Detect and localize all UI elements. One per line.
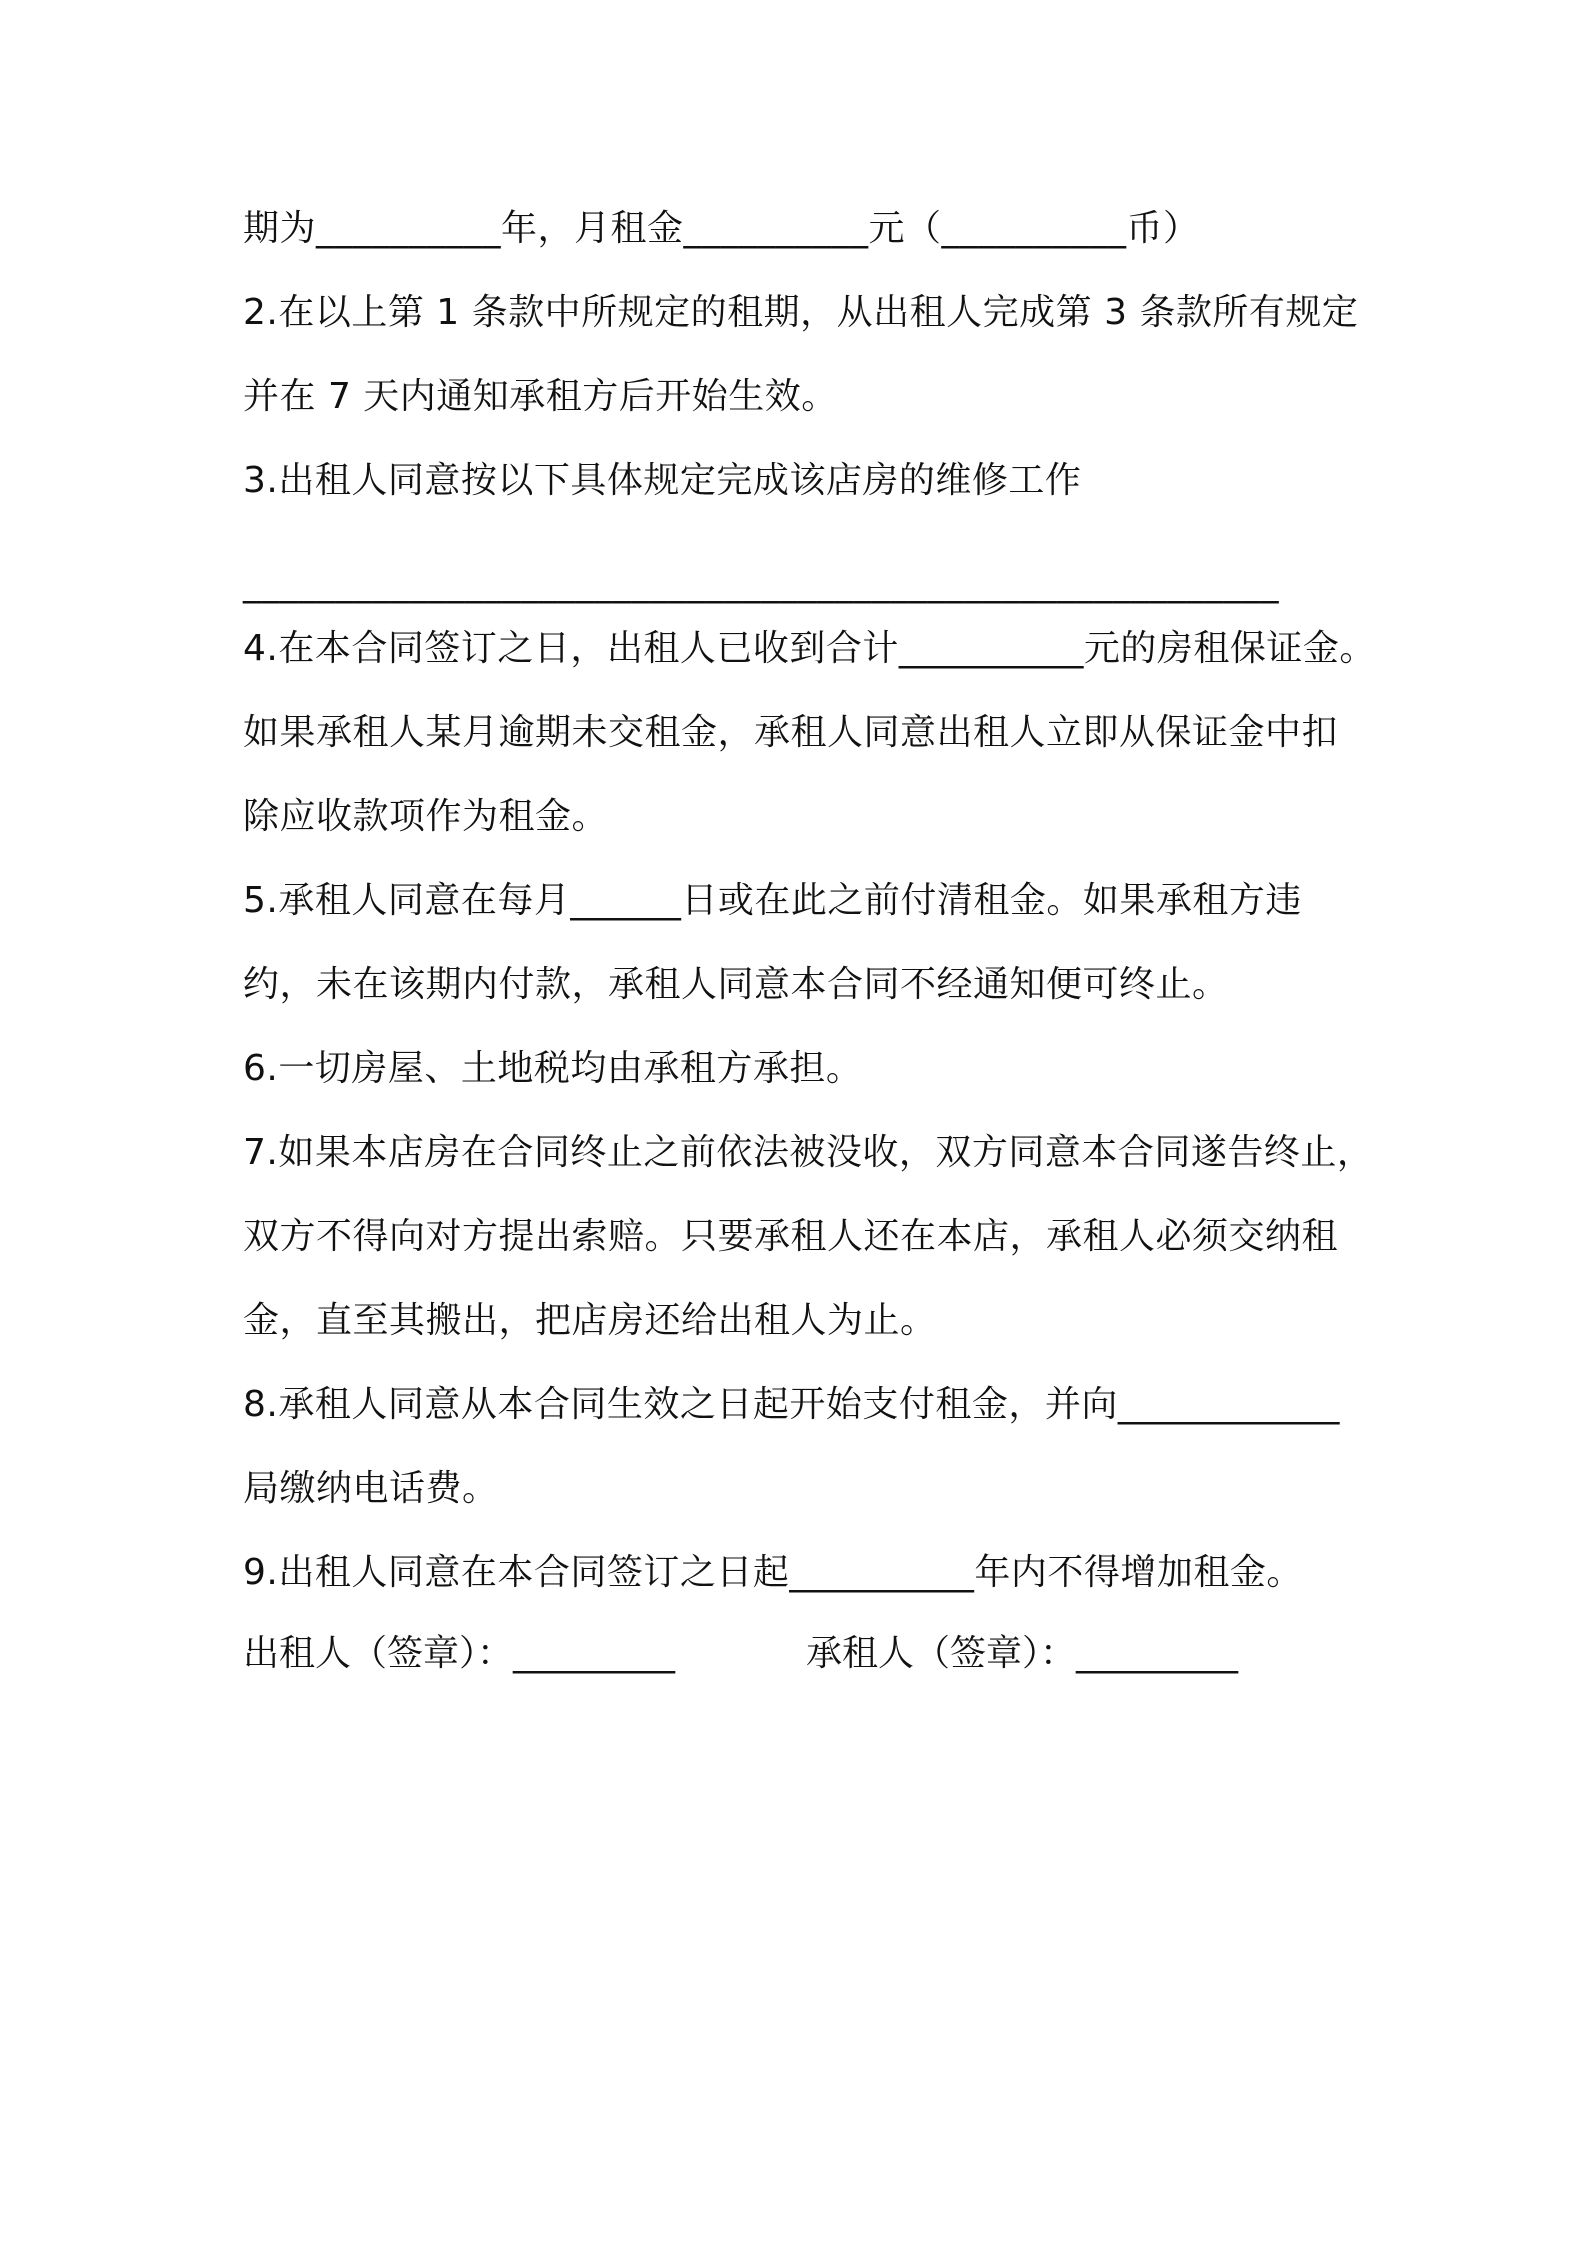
text-line-clause-4b: 如果承租人某月逾期未交租金，承租人同意出租人立即从保证金中扣: [243, 712, 1339, 753]
lessee-signature: 承租人（签章）：_________: [806, 1633, 1239, 1674]
text-line-clause-3: 3.出租人同意按以下具体规定完成该店房的维修工作: [243, 460, 1082, 501]
text-line-clause-7b: 双方不得向对方提出索赔。只要承租人还在本店，承租人必须交纳租: [243, 1216, 1339, 1257]
text-line-clause-7c: 金，直至其搬出，把店房还给出租人为止。: [243, 1300, 937, 1341]
lessor-signature: 出租人（签章）：_________: [243, 1633, 676, 1674]
text-line-clause-2a: 2.在以上第 1 条款中所规定的租期，从出租人完成第 3 条款所有规定: [243, 292, 1359, 333]
text-line-clause-4a: 4.在本合同签订之日，出租人已收到合计__________元的房租保证金。: [243, 628, 1376, 669]
text-line-clause-7a: 7.如果本店房在合同终止之前依法被没收，双方同意本合同遂告终止，: [243, 1132, 1374, 1173]
text-line-clause-6: 6.一切房屋、土地税均由承租方承担。: [243, 1048, 863, 1089]
text-line-clause-8b: 局缴纳电话费。: [243, 1468, 499, 1509]
text-line-clause-5b: 约，未在该期内付款，承租人同意本合同不经通知便可终止。: [243, 964, 1229, 1005]
text-line-term-rent: 期为__________年，月租金__________元（__________币）: [243, 208, 1200, 249]
text-line-clause-9: 9.出租人同意在本合同签订之日起__________年内不得增加租金。: [243, 1552, 1303, 1593]
text-line-repair-blank: ________________________________________________________: [243, 563, 1279, 604]
text-line-clause-5a: 5.承租人同意在每月______日或在此之前付清租金。如果承租方违: [243, 880, 1302, 921]
text-line-clause-8a: 8.承租人同意从本合同生效之日起开始支付租金，并向____________: [243, 1384, 1340, 1425]
text-line-clause-4c: 除应收款项作为租金。: [243, 796, 609, 837]
text-line-clause-2b: 并在 7 天内通知承租方后开始生效。: [243, 376, 838, 417]
